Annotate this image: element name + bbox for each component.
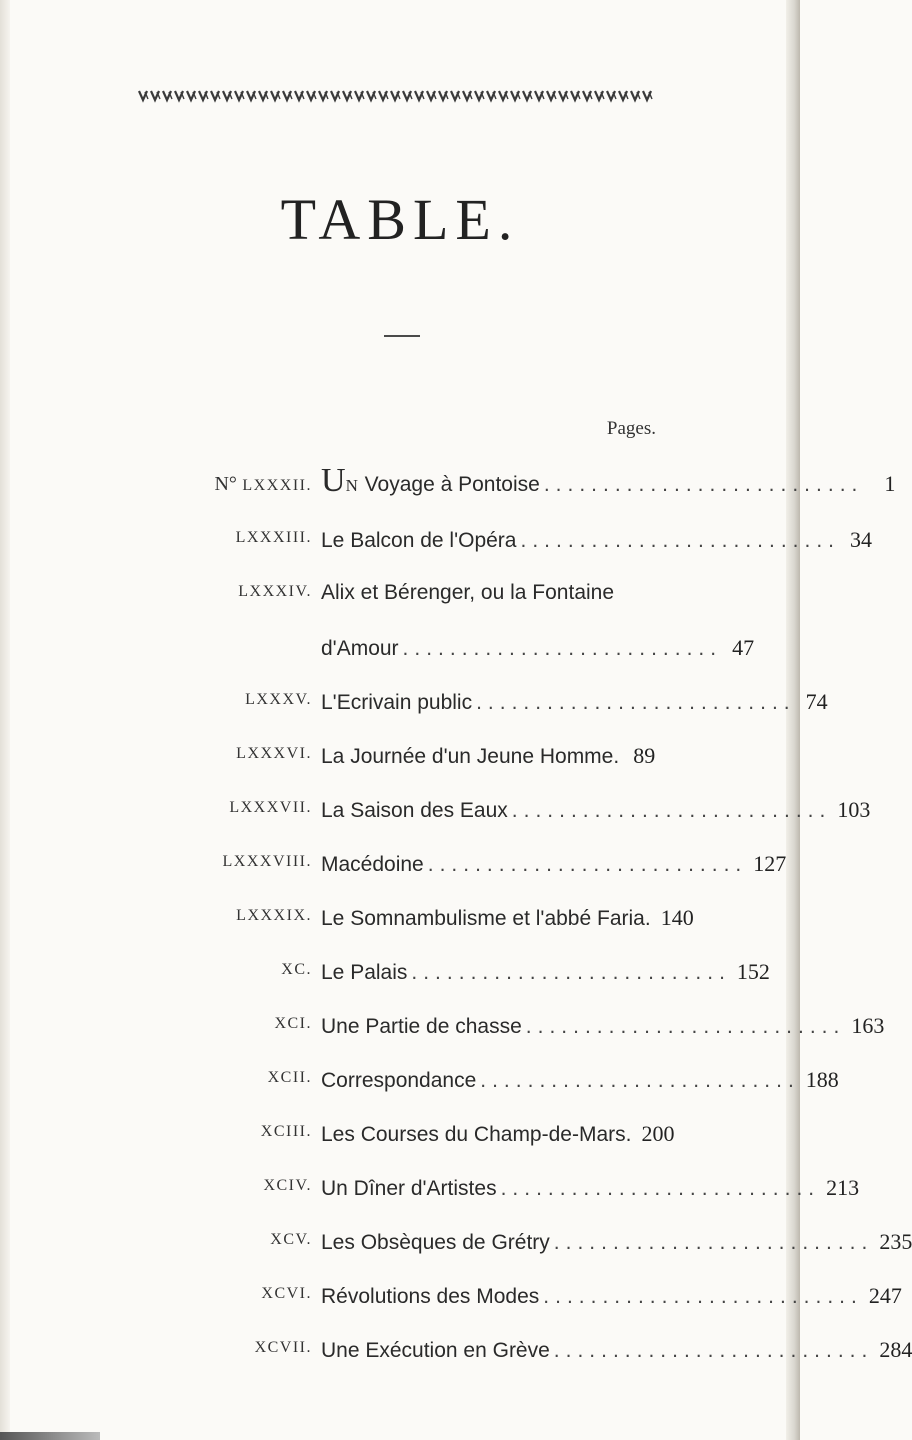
toc-entry[interactable] <box>0 959 800 999</box>
toc-entry[interactable] <box>0 905 800 945</box>
entry-title: Un Dîner d'Artistes <box>321 1177 497 1200</box>
entry-page: 235 <box>879 1229 912 1254</box>
title-smallcaps: N <box>345 476 359 495</box>
entry-number <box>214 473 312 496</box>
entry-title <box>321 462 540 499</box>
entry-page: 103 <box>837 797 871 822</box>
entry-line <box>321 797 871 823</box>
entry-line <box>321 1121 675 1147</box>
entry-title: Une Partie de chasse <box>321 1015 522 1038</box>
entry-number: XC. <box>281 961 312 978</box>
entry-page: 152 <box>736 959 770 984</box>
toc-entry[interactable] <box>0 1013 885 1053</box>
leader-dots: ........................... <box>520 529 841 552</box>
entry-number: LXXXV. <box>245 691 312 708</box>
entry-line <box>321 1337 912 1363</box>
entry-page: 163 <box>851 1013 885 1038</box>
entry-number: XCIV. <box>263 1177 312 1194</box>
entry-page: 284 <box>879 1337 912 1362</box>
toc-entry[interactable] <box>0 1067 839 1107</box>
page-title: TABLE. <box>280 187 520 252</box>
leader-dots: ........................... <box>480 1069 800 1092</box>
entry-page: 140 <box>660 905 694 930</box>
pages-column-label: Pages. <box>606 418 656 439</box>
toc-entry[interactable] <box>0 1283 902 1323</box>
title-rest: Voyage à Pontoise <box>358 473 540 496</box>
entry-page: 127 <box>753 851 787 876</box>
entry-number: LXXXVI. <box>236 745 312 762</box>
entry-line <box>321 1175 860 1201</box>
leader-dots: ........................... <box>427 853 748 876</box>
entry-title: Révolutions des Modes <box>321 1285 540 1308</box>
entry-line <box>321 905 694 931</box>
entry-title: Le Palais <box>321 961 408 984</box>
entry-line <box>321 1229 912 1255</box>
toc-entry[interactable] <box>0 462 896 511</box>
toc-entry[interactable] <box>0 581 800 677</box>
entry-line <box>321 743 656 769</box>
toc-entry[interactable] <box>0 1121 800 1161</box>
toc-entry[interactable] <box>0 743 800 783</box>
leader-dots: ........................... <box>525 1015 846 1038</box>
toc-entry[interactable] <box>0 1175 860 1215</box>
entry-page: 1 <box>884 471 896 496</box>
entry-title: L'Ecrivain public <box>321 691 473 714</box>
entry-line-continued <box>321 635 755 661</box>
leader-dots: ........................... <box>411 961 731 984</box>
entry-number: LXXXIII. <box>235 529 312 546</box>
entry-number: LXXXIV. <box>238 583 312 600</box>
entry-line <box>321 1283 902 1309</box>
entry-line <box>321 1013 885 1039</box>
entry-title-continued: d'Amour <box>321 637 399 660</box>
entry-title: Les Courses du Champ-de-Mars. <box>321 1123 632 1146</box>
entry-title: Correspondance <box>321 1069 477 1092</box>
leader-dots: ........................... <box>543 1285 863 1308</box>
leader-dots: ........................... <box>402 637 723 660</box>
entry-number: LXXXVIII. <box>222 853 312 870</box>
entry-title: Alix et Bérenger, ou la Fontaine <box>321 581 615 604</box>
entry-title: Macédoine <box>321 853 424 876</box>
leader-dots: ........................... <box>553 1339 874 1362</box>
entry-title: Le Somnambulisme et l'abbé Faria. <box>321 907 651 930</box>
entry-title: Les Obsèques de Grétry <box>321 1231 550 1254</box>
entry-number: XCVI. <box>261 1285 312 1302</box>
entry-title: La Saison des Eaux <box>321 799 508 822</box>
leader-dots: ........................... <box>511 799 832 822</box>
entry-line <box>321 527 873 553</box>
entry-number: XCV. <box>270 1231 312 1248</box>
toc-entry[interactable] <box>0 797 871 837</box>
entry-line <box>321 689 828 715</box>
entry-page: 74 <box>805 689 828 714</box>
title-initial: U <box>321 462 346 499</box>
entry-number: XCVII. <box>254 1339 312 1356</box>
entry-page: 213 <box>826 1175 860 1200</box>
leader-dots: ........................... <box>543 473 864 496</box>
number-prefix: N° <box>214 473 237 495</box>
entry-line <box>321 959 770 985</box>
entry-line <box>321 581 651 605</box>
toc-entry[interactable] <box>0 527 873 567</box>
entry-page: 247 <box>868 1283 902 1308</box>
entry-title: Une Exécution en Grève <box>321 1339 550 1362</box>
entry-number: XCII. <box>267 1069 312 1086</box>
entry-line <box>321 462 896 499</box>
leader-dots: ........................... <box>476 691 796 714</box>
leader-dots: ........................... <box>553 1231 874 1254</box>
number-value: LXXXII. <box>242 477 312 494</box>
entry-number: LXXXVII. <box>229 799 312 816</box>
toc-entry[interactable] <box>0 1337 912 1377</box>
entry-title: La Journée d'un Jeune Homme. <box>321 745 620 768</box>
entry-page: 188 <box>805 1067 839 1092</box>
toc-entry[interactable] <box>0 689 828 729</box>
entry-line <box>321 1067 839 1093</box>
entry-page: 200 <box>641 1121 675 1146</box>
entry-number: LXXXIX. <box>236 907 312 924</box>
leader-dots: ........................... <box>500 1177 821 1200</box>
toc-entry[interactable] <box>0 1229 912 1269</box>
entry-page: 89 <box>633 743 656 768</box>
toc-entry[interactable] <box>0 851 800 891</box>
entry-number: XCI. <box>274 1015 312 1032</box>
entry-title: Le Balcon de l'Opéra <box>321 529 517 552</box>
entry-line <box>321 851 787 877</box>
entry-number: XCIII. <box>260 1123 312 1140</box>
entry-page: 47 <box>732 635 755 660</box>
entry-page: 34 <box>850 527 873 552</box>
